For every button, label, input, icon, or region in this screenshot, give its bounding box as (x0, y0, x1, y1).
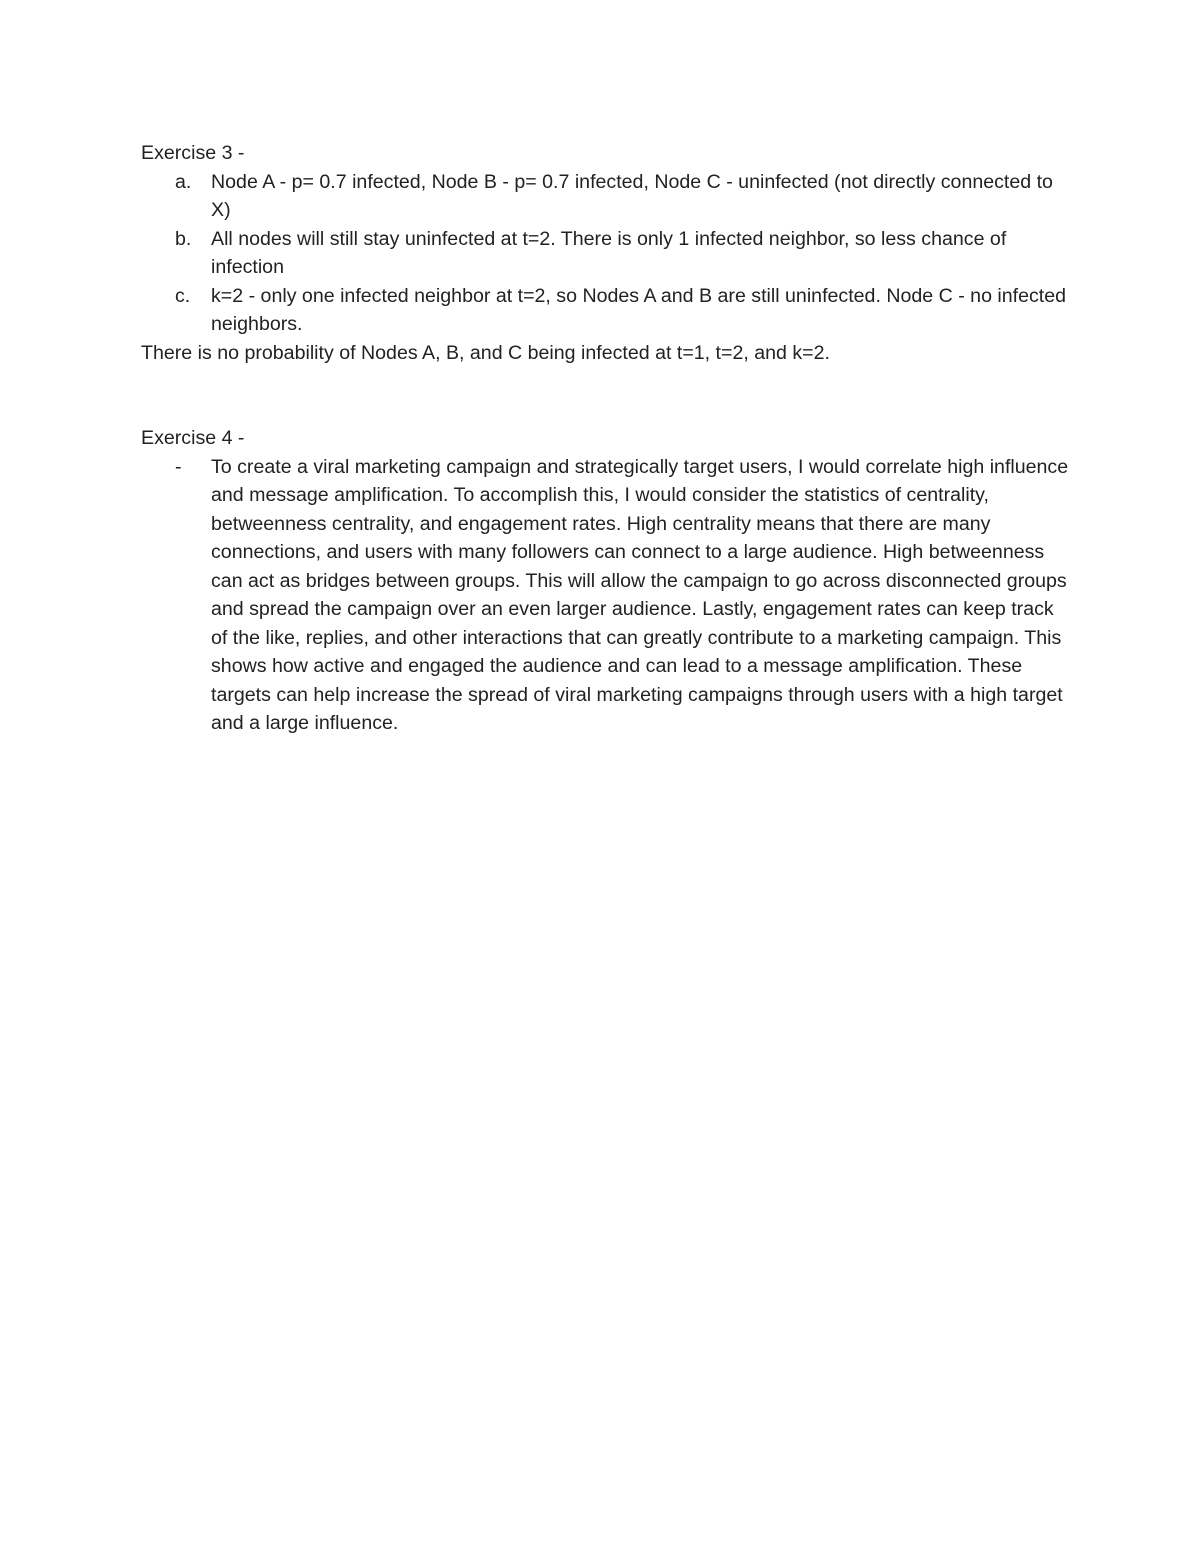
list-item (141, 282, 1071, 339)
list-item (141, 225, 1071, 282)
list-item-text: To create a viral marketing campaign and strategically target users, I would correlate high influence and message amplification. To accomplish this, I would consider the statistics of centrality, betweenness centrality, and engagement rates. High centrality means that there are many connections, and users with many followers can connect to a large audience. High betweenness can act as bridges between groups. This will allow the campaign to go across disconnected groups and spread the campaign over an even larger audience. Lastly, engagement rates can keep track of the like, replies, and other interactions that can greatly contribute to a marketing campaign. This shows how active and engaged the audience and can lead to a message amplification. These targets can help increase the spread of viral marketing campaigns through users with a high target and a large influence. (211, 455, 1069, 734)
section-spacer (141, 367, 1071, 424)
exercise-3-list (141, 168, 1071, 339)
list-item (141, 168, 1071, 225)
exercise-4-section (141, 424, 1071, 738)
exercise-3-section (141, 139, 1071, 367)
list-marker: b. (175, 227, 192, 250)
exercise-4-list (141, 453, 1071, 738)
document-content (141, 139, 1071, 738)
exercise-3-heading: Exercise 3 - (141, 142, 245, 164)
list-item-text: All nodes will still stay uninfected at t=2. There is only 1 infected neighbor, so less chance of infection (211, 227, 1007, 278)
exercise-3-summary: There is no probability of Nodes A, B, and C being infected at t=1, t=2, and k=2. (141, 341, 830, 364)
list-item-text: Node A - p= 0.7 infected, Node B - p= 0.7 infected, Node C - uninfected (not directly connected to X) (211, 170, 1053, 221)
exercise-4-heading: Exercise 4 - (141, 427, 245, 449)
list-marker: c. (175, 284, 191, 307)
list-marker: a. (175, 170, 192, 193)
list-item (141, 453, 1071, 738)
list-marker: - (175, 455, 182, 478)
list-item-text: k=2 - only one infected neighbor at t=2, so Nodes A and B are still uninfected. Node C - no infected neighbors. (211, 284, 1067, 335)
